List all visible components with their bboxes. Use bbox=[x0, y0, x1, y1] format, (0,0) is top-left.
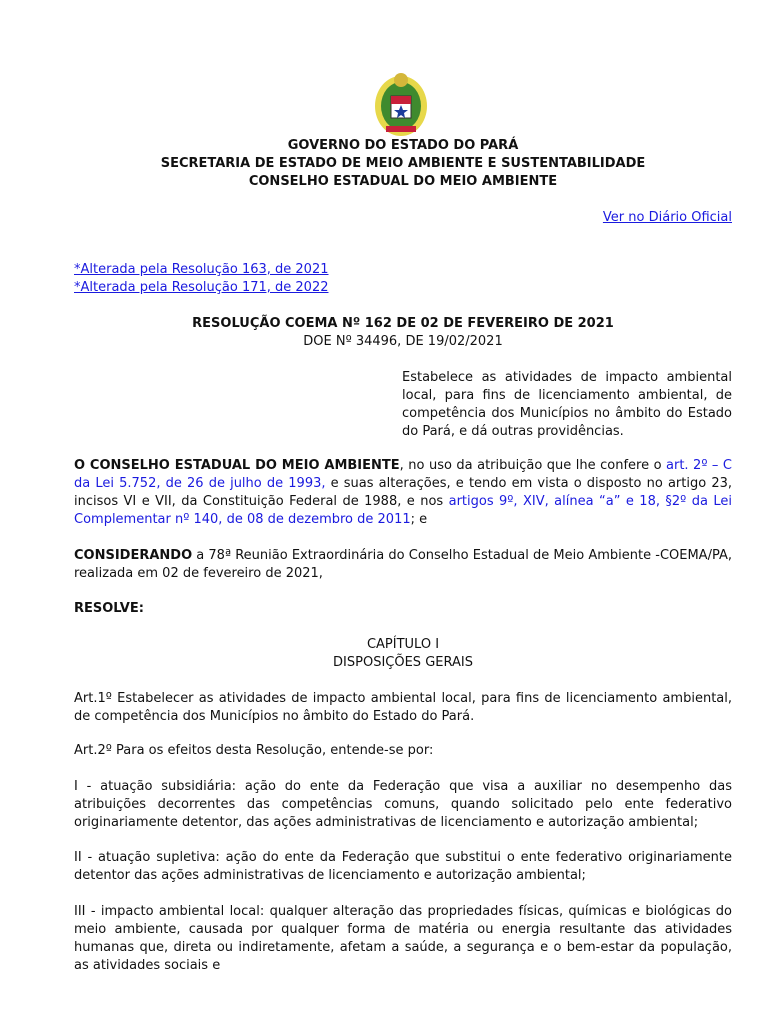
chapter-name: DISPOSIÇÕES GERAIS bbox=[333, 655, 473, 670]
item-ii: II - atuação supletiva: ação do ente da Federação que substitui o ente federativo originariamente detentor das ações administrativas de licenciamento e autorização ambiental; bbox=[74, 850, 732, 883]
lc-140-link[interactable]: artigos 9º, XIV, alínea “a” e 18, §2º da Lei Complementar nº 140, de 08 de dezembro de 2011 bbox=[74, 494, 732, 527]
header-secretariat: SECRETARIA DE ESTADO DE MEIO AMBIENTE E SUSTENTABILIDADE bbox=[160, 156, 646, 171]
preamble-text-2: e suas alterações, e tendo em vista o disposto no artigo 23, incisos VI e VII, da Constituição Federal de 1988, e nos bbox=[74, 476, 732, 509]
article-2: Art.2º Para os efeitos desta Resolução, entende-se por: bbox=[74, 743, 434, 758]
preamble bbox=[74, 457, 732, 529]
resolve-heading: RESOLVE: bbox=[74, 601, 144, 616]
ementa: Estabelece as atividades de impacto ambiental local, para fins de licenciamento ambiental, de competência dos Municípios no âmbito do Estado do Pará, e dá outras providências. bbox=[402, 370, 732, 439]
preamble-text-1: , no uso da atribuição que lhe confere o bbox=[399, 458, 667, 473]
chapter-number: CAPÍTULO I bbox=[366, 637, 440, 652]
amended-by-171-link[interactable]: *Alterada pela Resolução 171, de 2022 bbox=[74, 280, 329, 295]
article-1: Art.1º Estabelecer as atividades de impacto ambiental local, para fins de licenciamento ambiental, de competência dos Municípios no âmbito do Estado do Pará. bbox=[74, 691, 732, 724]
item-i: I - atuação subsidiária: ação do ente da Federação que visa a auxiliar no desempenho das atribuições decorrentes das competências comuns, quando solicitado pelo ente federativo originariamente detentor, das ações administrativas de licenciamento e autorização ambiental; bbox=[74, 779, 732, 830]
amended-by-163-link[interactable]: *Alterada pela Resolução 163, de 2021 bbox=[74, 262, 329, 277]
preamble-text-3: ; e bbox=[410, 512, 428, 527]
doe-reference: DOE Nº 34496, DE 19/02/2021 bbox=[303, 334, 503, 349]
preamble-council: O CONSELHO ESTADUAL DO MEIO AMBIENTE bbox=[74, 458, 400, 473]
header-government: GOVERNO DO ESTADO DO PARÁ bbox=[287, 138, 519, 153]
state-coat-of-arms bbox=[372, 68, 430, 140]
considerando-text: a 78ª Reunião Extraordinária do Conselho Estadual de Meio Ambiente -COEMA/PA, realizada em 02 de fevereiro de 2021, bbox=[74, 548, 732, 581]
law-5752-link[interactable]: art. 2º – C da Lei 5.752, de 26 de julho de 1993, bbox=[74, 458, 732, 491]
considerando-label: CONSIDERANDO bbox=[74, 548, 193, 563]
header-council: CONSELHO ESTADUAL DO MEIO AMBIENTE bbox=[248, 174, 558, 189]
diario-oficial-link[interactable]: Ver no Diário Oficial bbox=[602, 210, 732, 225]
resolution-title: RESOLUÇÃO COEMA Nº 162 DE 02 DE FEVEREIRO DE 2021 bbox=[192, 316, 614, 331]
item-iii: III - impacto ambiental local: qualquer alteração das propriedades físicas, químicas e biológicas do meio ambiente, causada por qualquer forma de matéria ou energia resultante das atividades humanas que, direta ou indiretamente, afetam a saúde, a segurança e o bem-estar da população, as atividades sociais e bbox=[74, 904, 732, 973]
considerando bbox=[74, 547, 732, 583]
